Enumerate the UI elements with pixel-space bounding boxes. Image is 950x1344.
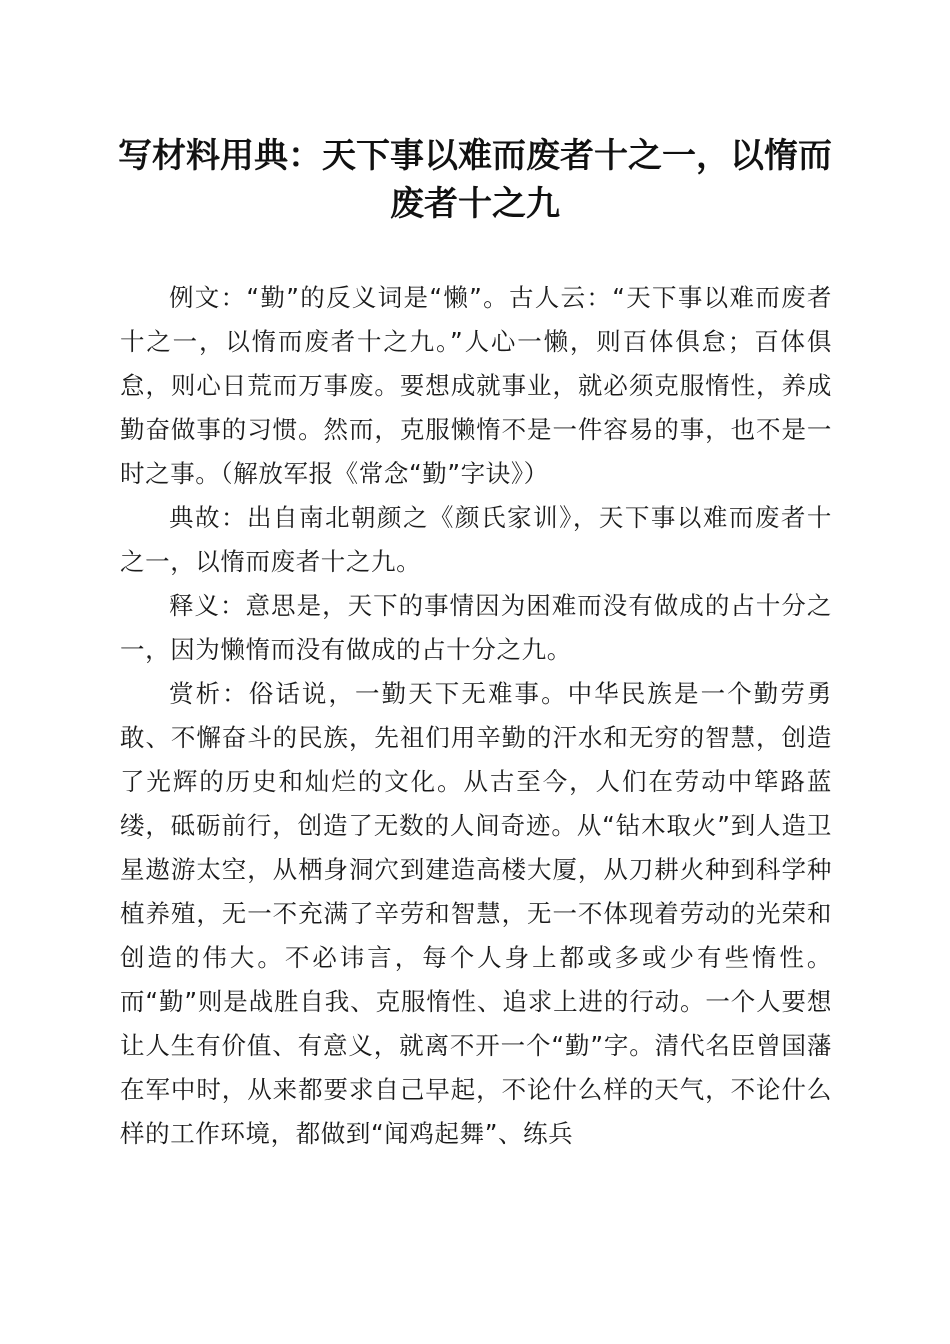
paragraph-meaning: 释义：意思是，天下的事情因为困难而没有做成的占十分之一，因为懒惰而没有做成的占十分之九。 [120,591,832,664]
paragraph-source: 典故：出自南北朝颜之《颜氏家训》，天下事以难而废者十之一，以惰而废者十之九。 [120,503,832,576]
paragraph-appreciation: 赏析：俗话说，一勤天下无难事。中华民族是一个勤劳勇敢、不懈奋斗的民族，先祖们用辛勤的汗水和无穷的智慧，创造了光辉的历史和灿烂的文化。从古至今，人们在劳动中筚路蓝缕，砥砺前行，创造了无数的人间奇迹。从“钻木取火”到人造卫星遨游太空，从栖身洞穴到建造高楼大厦，从刀耕火种到科学种植养殖，无一不充满了辛劳和智慧，无一不体现着劳动的光荣和创造的伟大。不必讳言，每个人身上都或多或少有些惰性。而“勤”则是战胜自我、克服惰性、追求上进的行动。一个人要想让人生有价值、有意义，就离不开一个“勤”字。清代名臣曾国藩在军中时，从来都要求自己早起，不论什么样的天气，不论什么样的工作环境，都做到“闻鸡起舞”、练兵 [120,679,832,1148]
document-body [120,276,832,1156]
paragraph-example: 例文：“勤”的反义词是“懒”。古人云：“天下事以难而废者十之一，以惰而废者十之九。”人心一懒，则百体俱怠；百体俱怠，则心日荒而万事废。要想成就事业，就必须克服惰性，养成勤奋做事的习惯。然而，克服懒惰不是一件容易的事，也不是一时之事。（解放军报《常念“勤”字诀》） [120,283,832,488]
document-title: 写材料用典：天下事以难而废者十之一，以惰而废者十之九 [118,136,832,224]
